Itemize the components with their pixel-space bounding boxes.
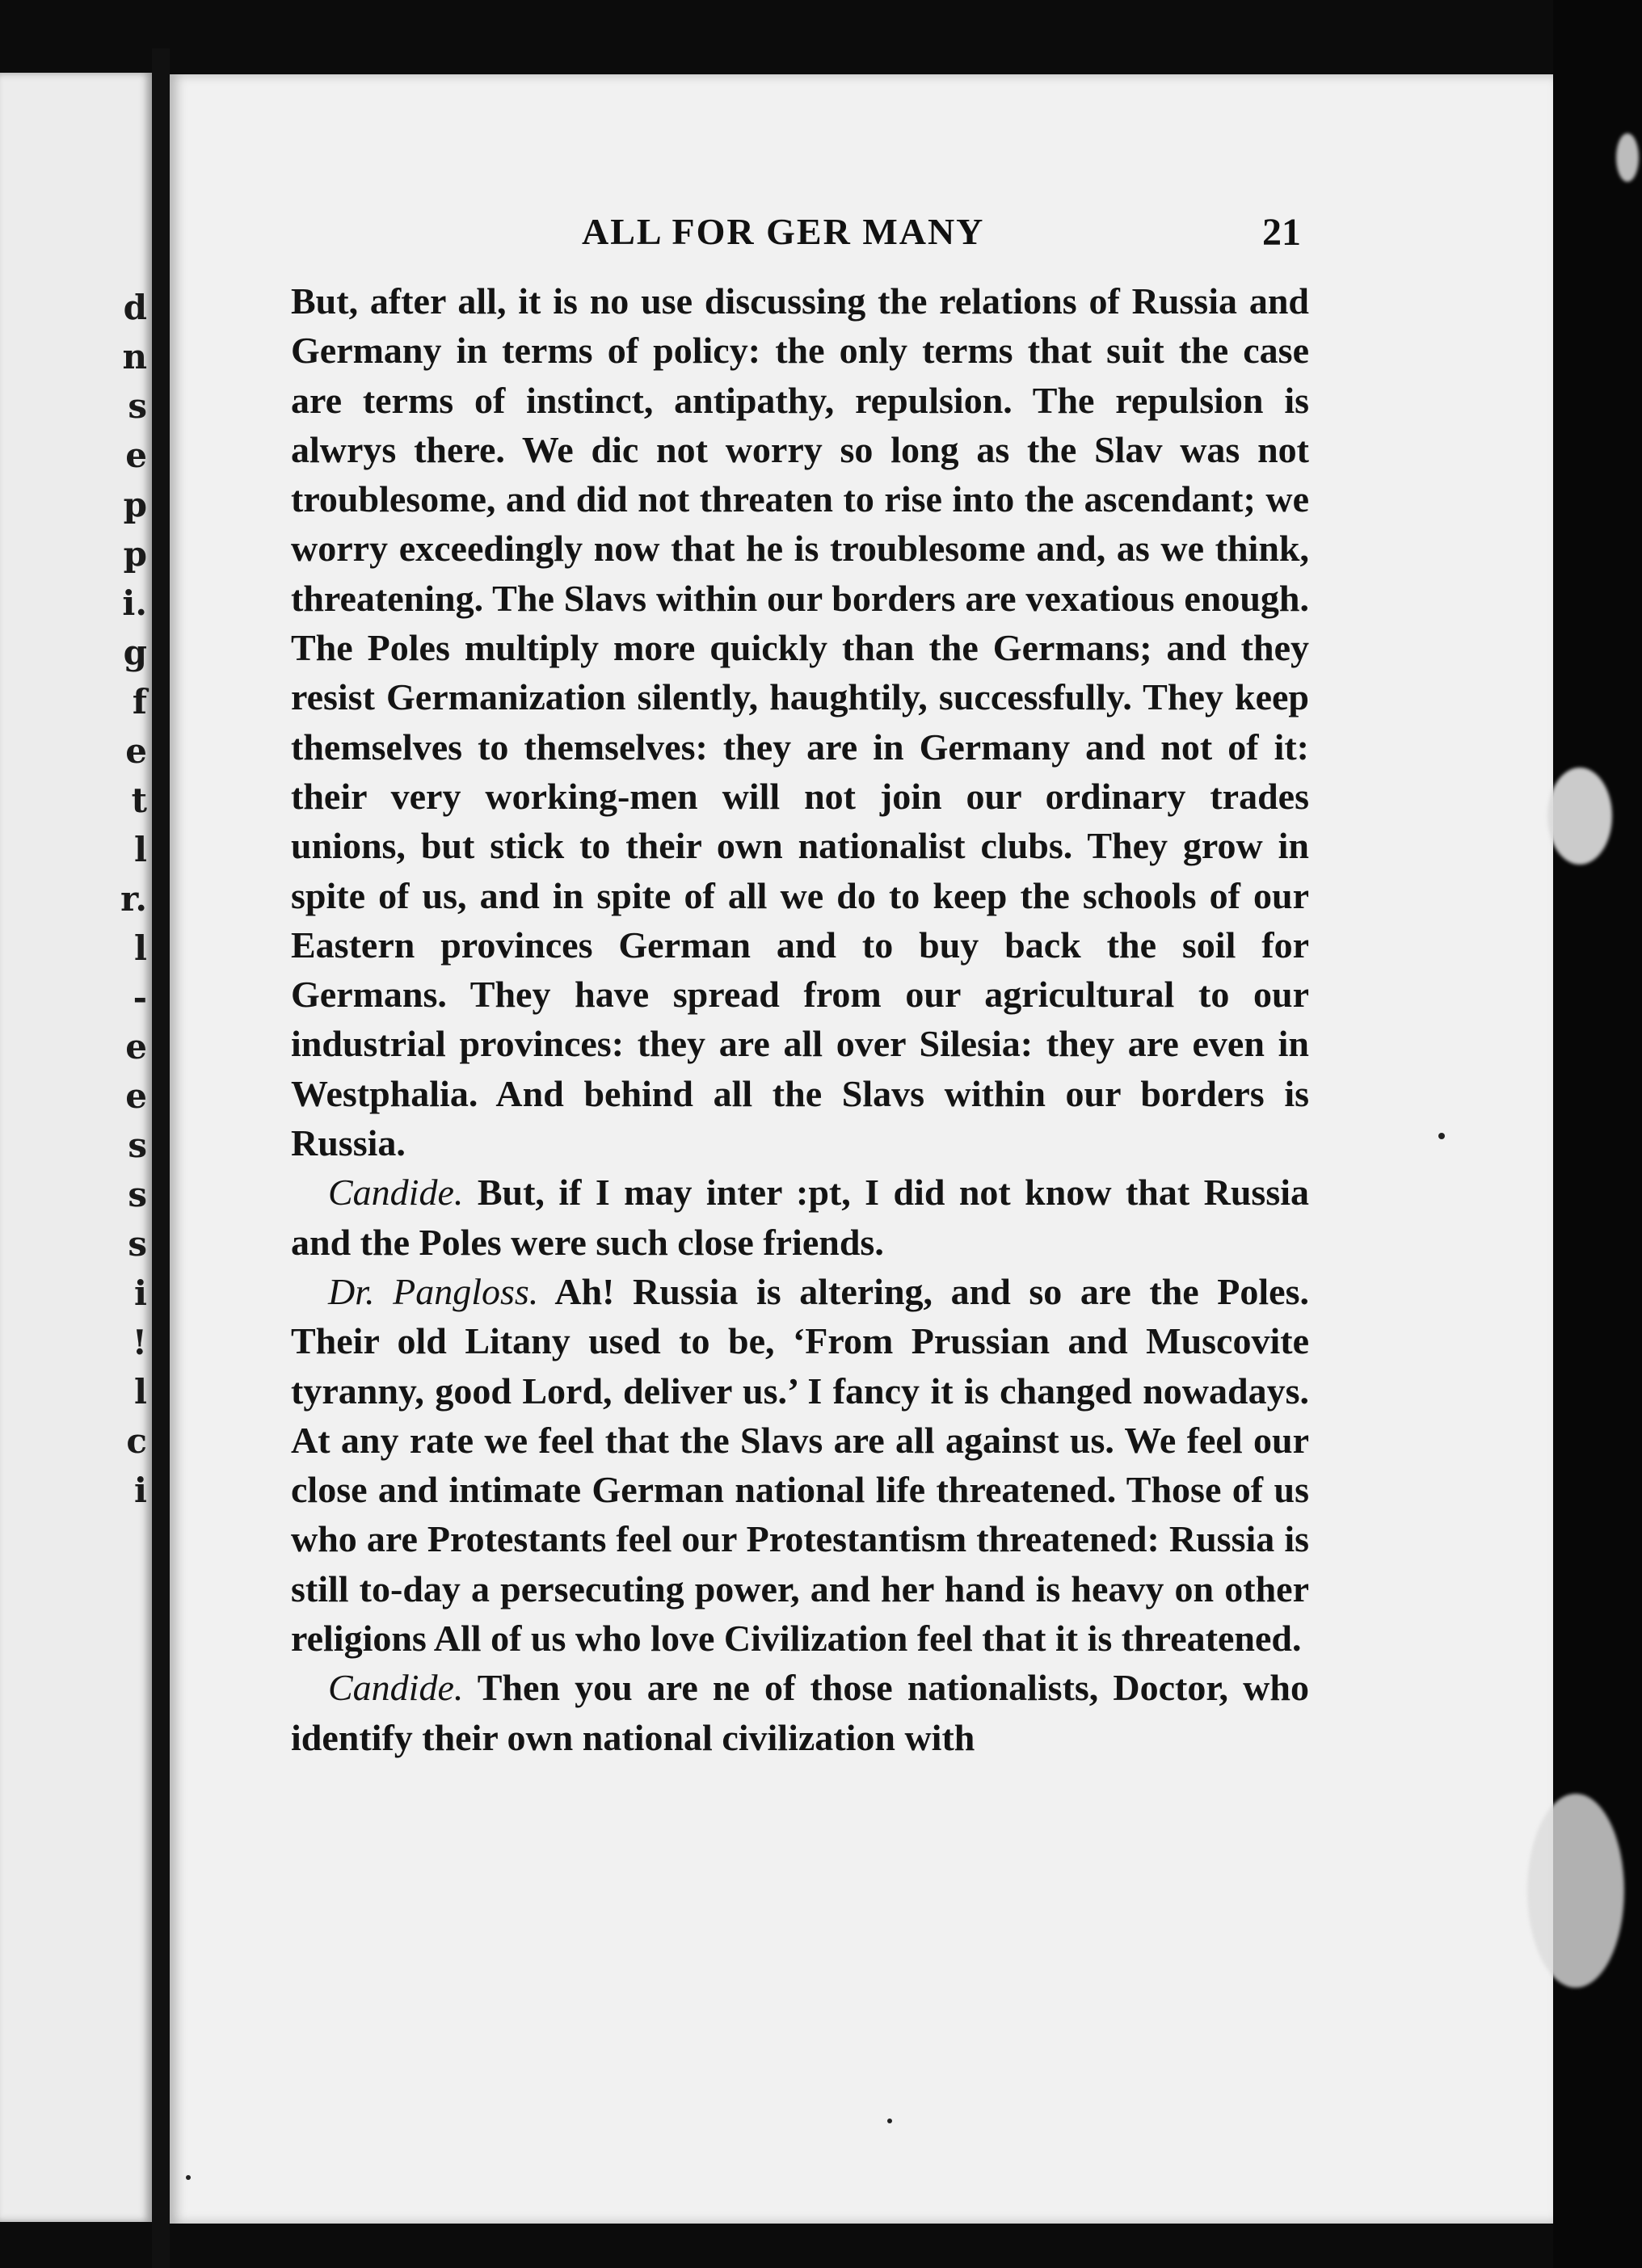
previous-page-edge bbox=[0, 73, 152, 2222]
speaker-name: Candide. bbox=[328, 1172, 464, 1214]
facing-page-letter-fragment: g bbox=[123, 633, 147, 672]
facing-page-letter-fragment: p bbox=[123, 485, 147, 524]
paragraph-4 bbox=[291, 1663, 1309, 1762]
facing-page-letter-fragment: i. bbox=[122, 583, 147, 623]
running-head bbox=[170, 210, 1553, 267]
facing-page-letter-fragment: - bbox=[133, 978, 147, 1017]
dust-speck bbox=[186, 2175, 191, 2180]
facing-page-letter-fragment: c bbox=[126, 1421, 147, 1461]
facing-page-letter-fragment: t bbox=[131, 781, 147, 820]
facing-page-letter-fragment: s bbox=[128, 1175, 147, 1214]
dust-speck bbox=[1438, 1133, 1445, 1139]
facing-page-letter-fragment: i bbox=[134, 1273, 147, 1313]
facing-page-letter-fragment: l bbox=[134, 1372, 147, 1412]
facing-page-letter-fragment: e bbox=[125, 1076, 147, 1116]
page-number: 21 bbox=[1262, 211, 1301, 254]
running-title: ALL FOR GER MANY bbox=[582, 211, 985, 252]
paper-stain bbox=[1547, 768, 1612, 865]
facing-page-letter-fragment: s bbox=[128, 1126, 147, 1165]
facing-page-letter-fragment: p bbox=[123, 534, 147, 574]
paper-stain bbox=[1527, 1794, 1624, 1988]
paragraph-text: Ah! Russia is altering, and so are the Poles. Their old Litany used to be, ‘From Prussian and Muscovite tyranny, good Lord, deliver us.’ I fancy it is changed nowadays. At any rate we feel that the Slavs are all against us. We feel our close and intimate German national life threatened. Those of us who are Protestants feel our Protestantism threatened: Russia is still to-day a persecuting power, and her hand is heavy on other religions All of us who love Civilization feel that it is threatened. bbox=[291, 1270, 1309, 1660]
paragraph-text: But, after all, it is no use discussing the relations of Russia and Germany in terms of policy: the only terms that suit the case are terms of instinct, antipathy, repulsion. The repulsion is alwrys there. We dic not worry so long as the Slav was not troublesome, and did not threaten to rise into the ascendant; we worry exceedingly now that he is troublesome and, as we think, threatening. The Slavs within our borders are vexatious enough. The Poles multiply more quickly than the Germans; and they resist Germanization silently, haughtily, successfully. They keep themselves to themselves: they are in Germany and not of it: their very working-men will not join our ordinary trades unions, but stick to their own nationalist clubs. They grow in spite of us, and in spite of all we do to keep the schools of our Eastern provinces German and to buy back the soil for Germans. They have spread from our agricultural to our industrial provinces: they are all over Silesia: they are even in Westphalia. And behind all the Slavs within our borders is Russia. bbox=[291, 280, 1309, 1164]
book-page bbox=[170, 74, 1553, 2224]
facing-page-letter-fragment: i bbox=[134, 1471, 147, 1510]
book-gutter bbox=[152, 48, 170, 2268]
facing-page-letter-fragment: s bbox=[128, 1224, 147, 1264]
speaker-name: Candide. bbox=[328, 1667, 464, 1709]
facing-page-letter-fragment: ! bbox=[132, 1323, 147, 1362]
paragraph-text: But, if I may inter :pt, I did not know that Russia and the Poles were such close friends. bbox=[291, 1172, 1309, 1263]
facing-page-letter-fragment: d bbox=[123, 288, 147, 327]
body-text bbox=[291, 276, 1309, 1762]
facing-page-letter-fragment: r. bbox=[120, 879, 147, 919]
facing-page-letter-fragment: e bbox=[125, 436, 147, 475]
paragraph-2 bbox=[291, 1168, 1309, 1267]
paragraph-1 bbox=[291, 276, 1309, 1168]
facing-page-letter-fragment: n bbox=[122, 337, 147, 377]
facing-page-letter-fragment: e bbox=[125, 731, 147, 771]
facing-page-letter-fragment: f bbox=[132, 682, 147, 722]
paragraph-text: Then you are ne of those nationalists, Doctor, who identify their own national civilization with bbox=[291, 1667, 1309, 1758]
facing-page-letter-fragment: s bbox=[128, 386, 147, 426]
dust-speck bbox=[887, 2119, 892, 2123]
facing-page-letter-fragment: l bbox=[134, 830, 147, 869]
paragraph-3 bbox=[291, 1267, 1309, 1663]
speaker-name: Dr. Pangloss. bbox=[328, 1270, 539, 1312]
paper-stain bbox=[1616, 133, 1639, 182]
facing-page-letter-fragment: l bbox=[134, 928, 147, 968]
facing-page-letter-fragment: e bbox=[125, 1027, 147, 1067]
